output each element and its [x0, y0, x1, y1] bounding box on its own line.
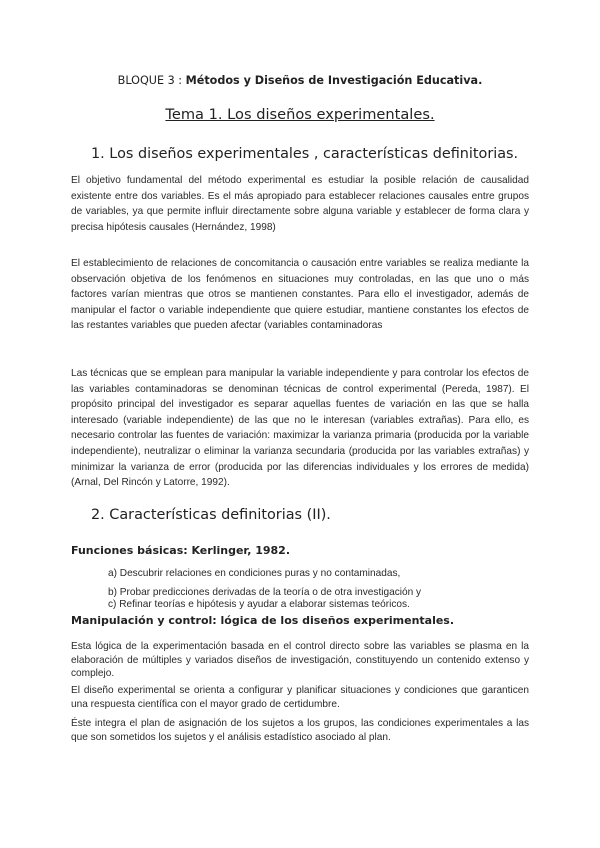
block-prefix: BLOQUE 3 : [117, 74, 186, 87]
section-2-paragraph-3: Éste integra el plan de asignación de los sujetos a los grupos, las condiciones experimentales a las que son sometidos los sujetos y el análisis estadístico asociado al plan. [71, 718, 529, 743]
functions-title: Funciones básicas: Kerlinger, 1982. [71, 544, 291, 557]
block-title: Métodos y Diseños de Investigación Educativa. [185, 74, 483, 87]
section-2-paragraph-1: Esta lógica de la experimentación basada en el control directo sobre las variables se plasma en la elaboración de múltiples y variados diseños de investigación, constituyendo un contenido extenso y complejo. [71, 641, 529, 680]
block-header [0, 74, 600, 87]
section-2-paragraph-2: El diseño experimental se orienta a configurar y planificar situaciones y condiciones que garanticen una respuesta científica con el mayor grado de certidumbre. [71, 685, 529, 710]
section-1-paragraph-2: El establecimiento de relaciones de concomitancia o causación entre variables se realiza mediante la observación objetiva de los fenómenos en situaciones muy controladas, en las que uno o más factores varían mientras que otros se mantienen constantes. Para ello el investigador, además de manipular el factor o variable independiente que quiere estudiar, mantiene constantes los efectos de las restantes variables que pueden afectar (variables contaminadoras [71, 258, 529, 332]
function-item-b: b) Probar predicciones derivadas de la teoría o de otra investigación y [108, 587, 422, 598]
section-2-heading: 2. Características definitorias (II). [91, 507, 331, 523]
section-1-paragraph-3: Las técnicas que se emplean para manipular la variable independiente y para controlar los efectos de las variables contaminadoras se denominan técnicas de control experimental (Pereda, 1987). El propósito principal del investigador es separar aquellas fuentes de variación en las que se halla interesado (variable independiente) de las que no le interesan (variables extrañas). Para ello, es necesario controlar las fuentes de variación: maximizar la varianza primaria (producida por la variable independiente), neutralizar o eliminar la varianza secundaria (producida por las variables extrañas) y minimizar la varianza de error (producida por las diferencias individuales y los errores de medida) (Arnal, Del Rincón y Latorre, 1992). [71, 368, 529, 489]
function-item-a: a) Descubrir relaciones en condiciones puras y no contaminadas, [108, 568, 401, 579]
topic-title: Tema 1. Los diseños experimentales. [165, 106, 435, 123]
manipulation-title: Manipulación y control: lógica de los diseños experimentales. [71, 614, 455, 627]
section-1-heading: 1. Los diseños experimentales , características definitorias. [91, 146, 519, 162]
section-1-paragraph-1: El objetivo fundamental del método experimental es estudiar la posible relación de causalidad existente entre dos variables. Es el más apropiado para establecer relaciones causales entre grupos de variables, ya que permite influir directamente sobre alguna variable y establecer de forma clara y precisa hipótesis causales (Hernández, 1998) [71, 175, 529, 233]
function-item-c: c) Refinar teorías e hipótesis y ayudar a elaborar sistemas teóricos. [108, 599, 410, 610]
